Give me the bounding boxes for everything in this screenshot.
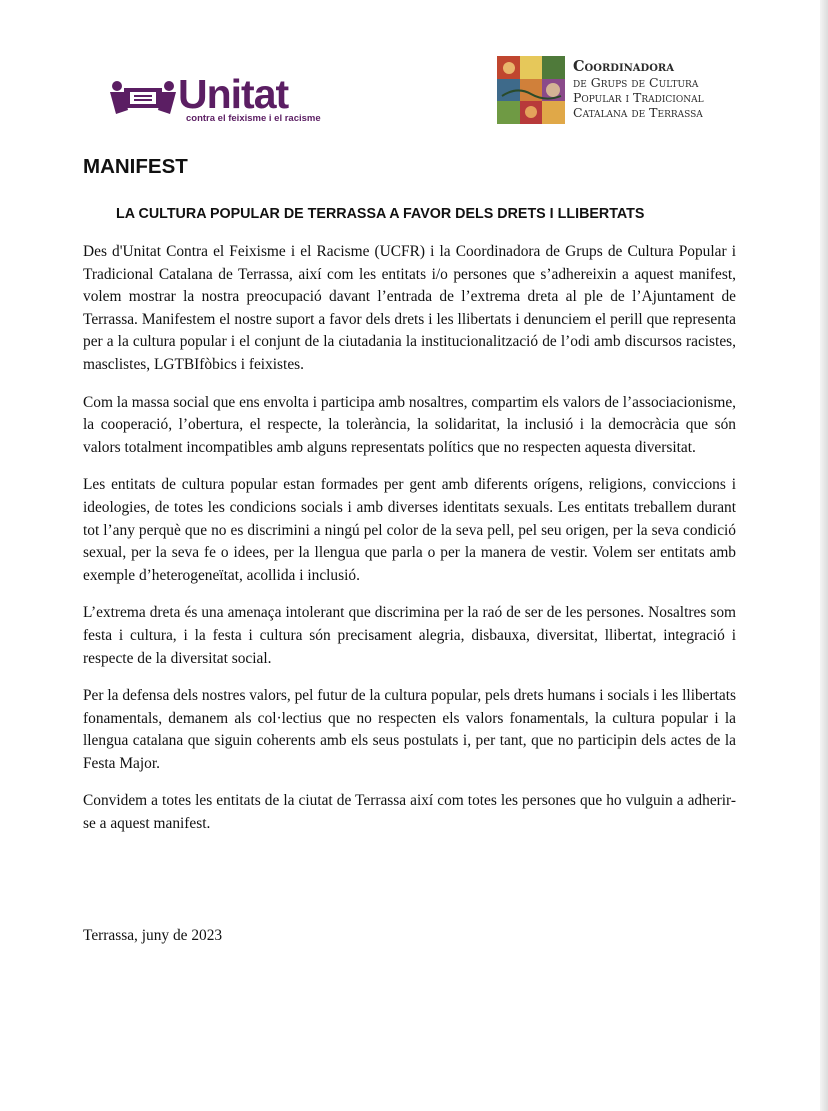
document-subtitle: LA CULTURA POPULAR DE TERRASSA A FAVOR DELS DRETS I LLIBERTATS [116,206,645,222]
unitat-logo-name: Unitat [178,71,289,117]
coordinadora-logo [497,56,707,126]
coordinadora-line-4: Catalana de Terrassa [573,105,703,120]
coordinadora-mosaic-image [497,56,565,124]
paragraph: Les entitats de cultura popular estan formades per gent amb diferents orígens, religions, conviccions i ideologies, de totes les condicions socials i amb diverses identitats sexuals. Les entitats treballem durant tot l’any perquè que no es discrimini a ningú pel color de la seva pell, pel seu origen, per la seva condició sexual, per la seva fe o idees, per la llengua que parla o per la manera de vestir. Volem ser entitats amb exemple d’heterogeneïtat, acollida i inclusió. [83,476,736,584]
coordinadora-line-2: de Grups de Cultura [573,75,699,90]
page-edge-shadow [820,0,828,1111]
place-and-date: Terrassa, juny de 2023 [83,927,223,944]
unitat-logo [108,71,321,128]
paragraph: Per la defensa dels nostres valors, pel futur de la cultura popular, pels drets humans i socials i les llibertats fonamentals, demanem als col·lectius que no respecten els valors fonamentals, la cultura popular i la llengua catalana que siguin coherents amb els seus postulats i, per tant, que no participin dels actes de la Festa Major. [83,687,736,772]
unitat-logo-tagline: contra el feixisme i el racisme [186,113,321,124]
manifest-body [83,241,736,836]
coordinadora-line-1: Coordinadora [573,58,674,75]
paragraph: Com la massa social que ens envolta i participa amb nosaltres, compartim els valors de l’associacionisme, la cooperació, l’obertura, el respecte, la tolerància, la solidaritat, la inclusió i la democràcia que són valors totalment incompatibles amb alguns representats polítics que no respecten aquesta diversitat. [83,393,736,456]
document-title: MANIFEST [83,155,188,178]
coordinadora-line-3: Popular i Tradicional [573,90,704,105]
paragraph: Des d'Unitat Contra el Feixisme i el Racisme (UCFR) i la Coordinadora de Grups de Cultura Popular i Tradicional Catalana de Terrassa, així com les entitats i/o persones que s’adhereixin a aquest manifest, volem mostrar la nostra preocupació davant l’entrada de l’extrema dreta al ple de l’Ajuntament de Terrassa. Manifestem el nostre suport a favor dels drets i les llibertats i denunciem el perill que representa per a la cultura popular i el conjunt de la ciutadania la institucionalització de l’odi amb discursos racistes, masclistes, LGTBIfòbics i feixistes. [83,243,736,373]
unitat-people-icon [108,80,178,114]
paragraph: L’extrema dreta és una amenaça intolerant que discrimina per la raó de ser de les persones. Nosaltres som festa i cultura, i la festa i cultura són precisament alegria, disbauxa, diversitat, llibertat, integració i respecte de la diversitat social. [83,604,736,667]
paragraph: Convidem a totes les entitats de la ciutat de Terrassa així com totes les persones que ho vulguin a adherir-se a aquest manifest. [83,792,736,833]
coordinadora-logo-text [573,58,704,120]
